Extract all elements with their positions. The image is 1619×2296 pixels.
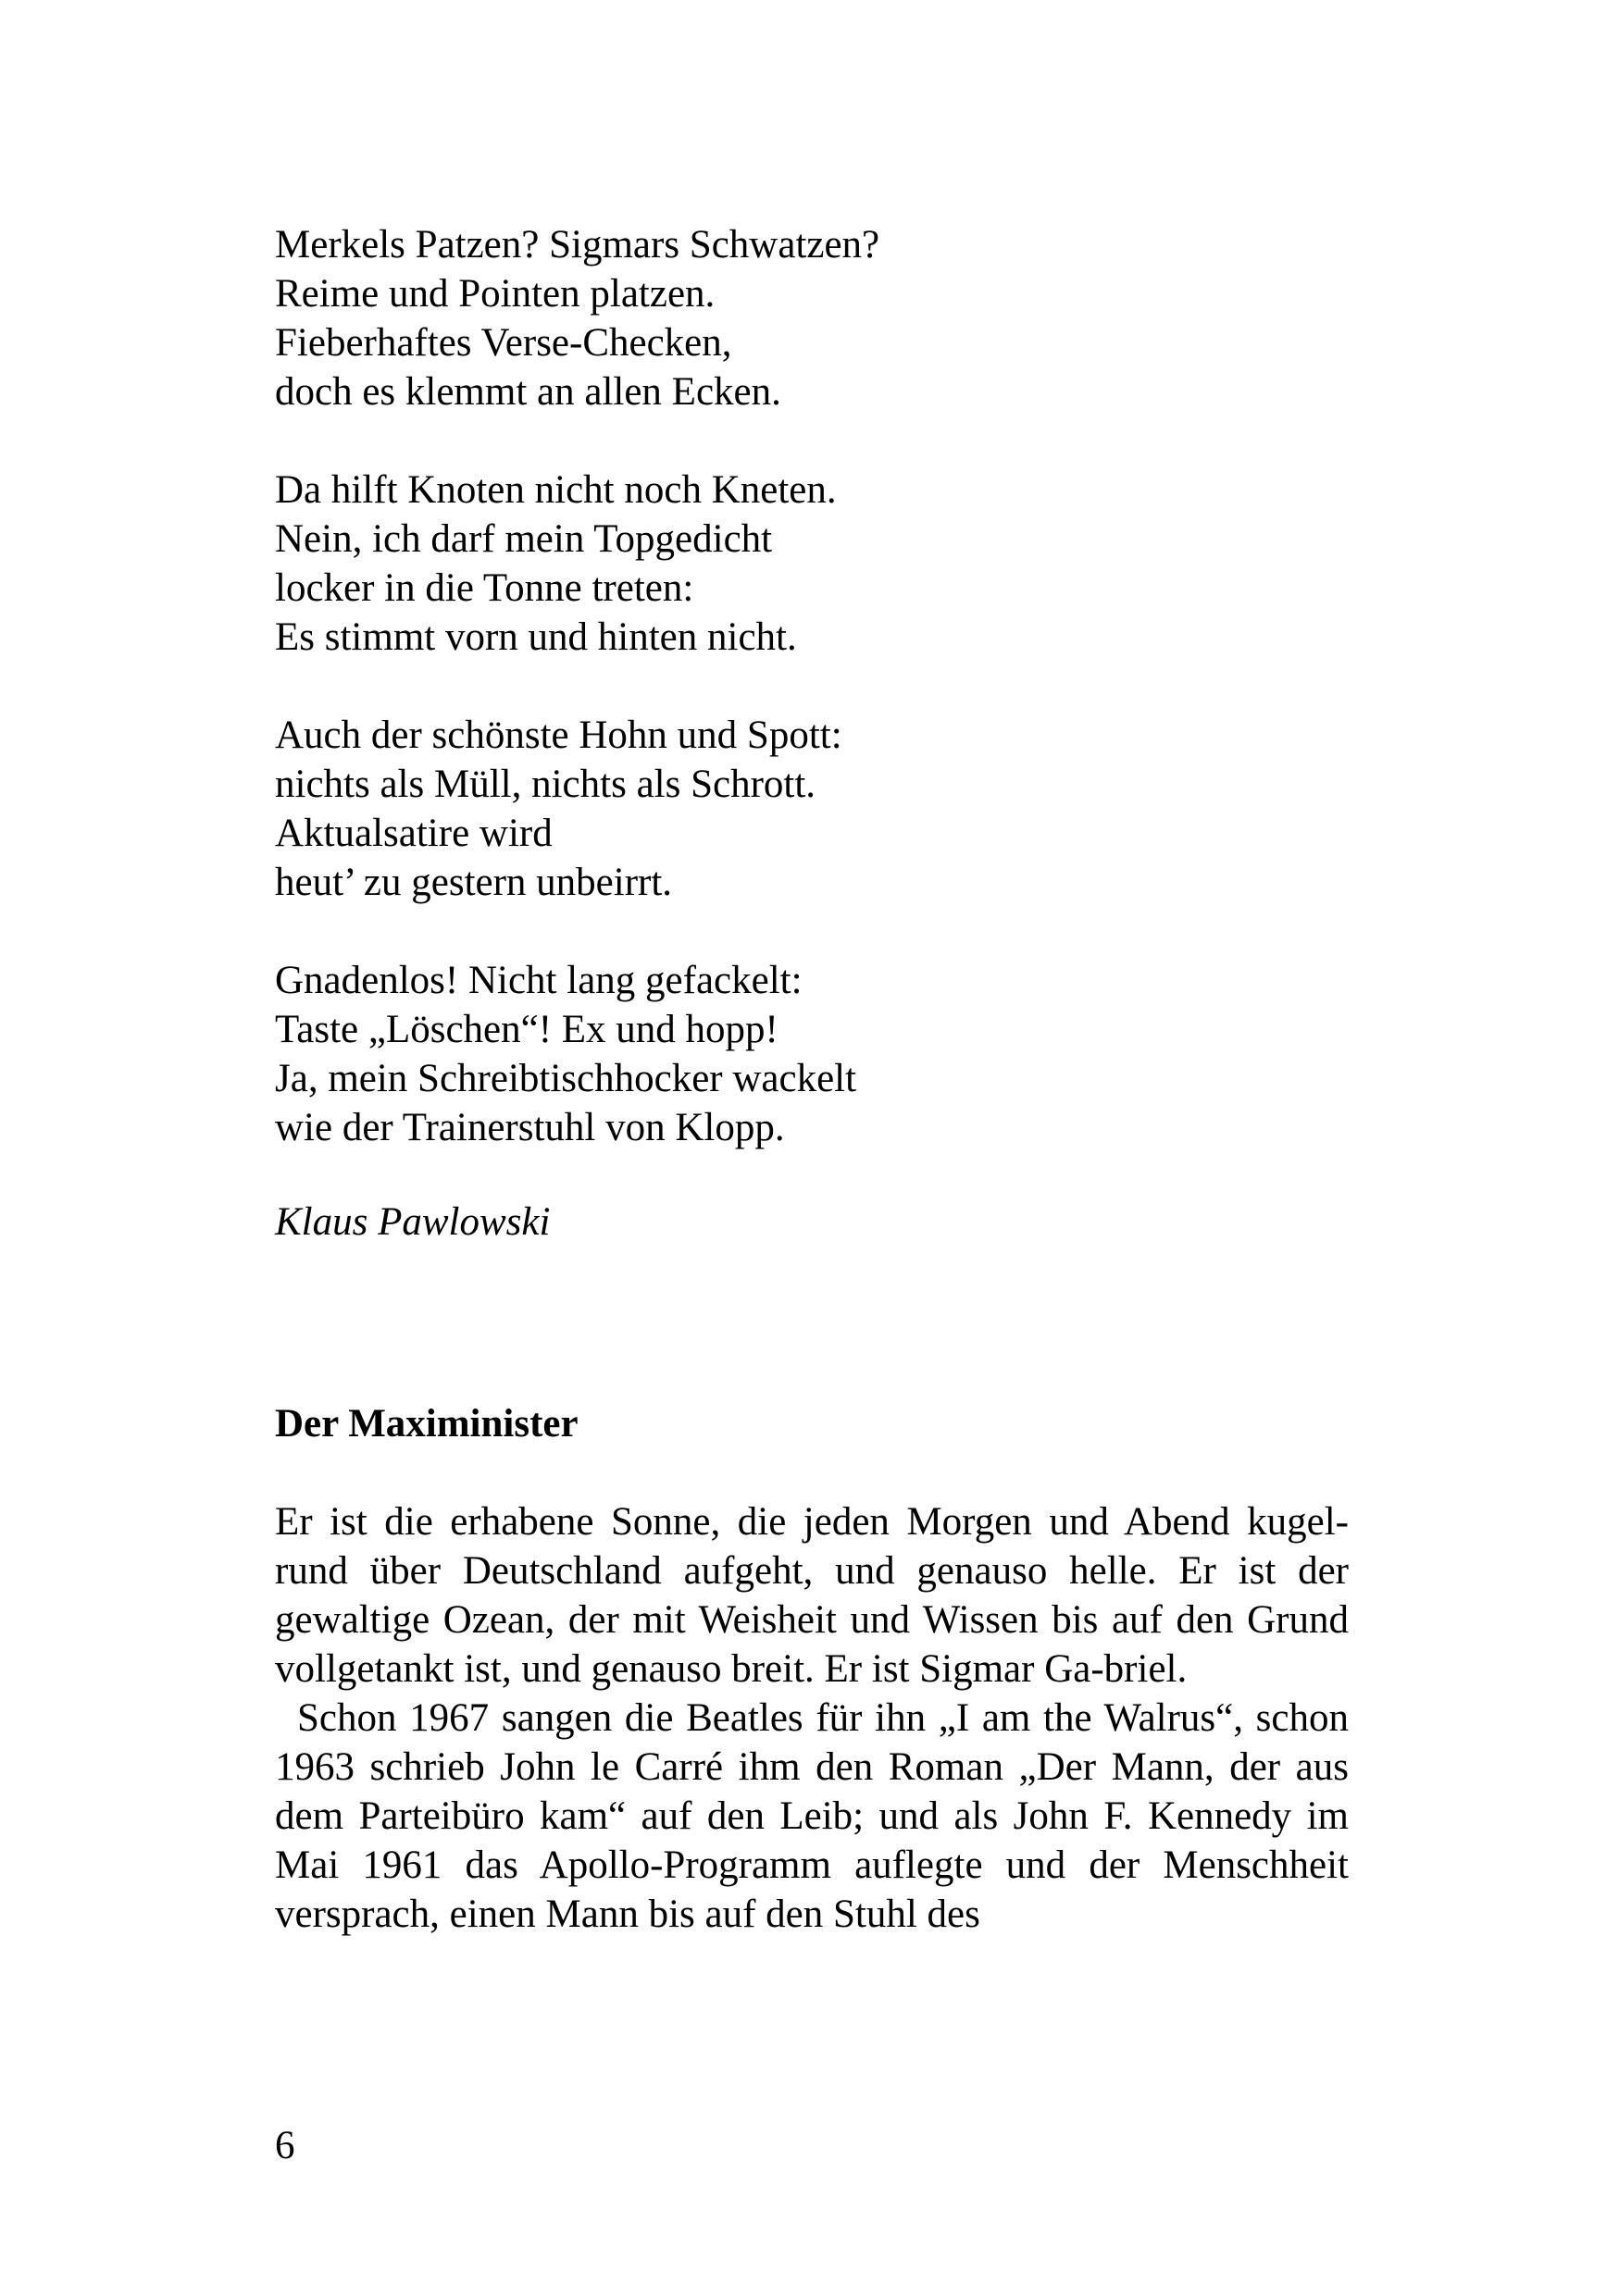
article-paragraph: Er ist die erhabene Sonne, die jeden Morgen und Abend kugel-rund über Deutschland aufgeht, und genauso helle. Er ist der gewaltige Ozean, der mit Weisheit und Wissen bis auf den Grund vollgetankt ist, und genauso breit. Er ist Sigmar Ga-briel. <box>275 1500 1349 1691</box>
poem-author: Klaus Pawlowski <box>275 1200 551 1244</box>
poem-stanza-2 <box>275 465 1386 662</box>
poem-line: locker in die Tonne treten: <box>275 566 694 610</box>
poem-line: Merkels Patzen? Sigmars Schwatzen? <box>275 223 880 267</box>
poem-line: heut’ zu gestern unbeirrt. <box>275 861 673 904</box>
poem-line: Auch der schönste Hohn und Spott: <box>275 714 842 757</box>
poem-line: Taste „Löschen“! Ex und hopp! <box>275 1008 778 1051</box>
article-body <box>275 1497 1349 1939</box>
poem-line: Nein, ich darf mein Topgedicht <box>275 517 773 561</box>
poem-line: Da hilft Knoten nicht noch Kneten. <box>275 468 837 512</box>
article-heading: Der Maximinister <box>275 1402 579 1446</box>
poem-line: Es stimmt vorn und hinten nicht. <box>275 615 797 659</box>
poem-stanza-3 <box>275 711 1386 907</box>
article-paragraph: Schon 1967 sangen die Beatles für ihn „I am the Walrus“, schon 1963 schrieb John le Carré ihm den Roman „Der Mann, der aus dem Parteibüro kam“ auf den Leib; und als John F. Kennedy im Mai 1961 das Apollo-Programm auflegte und der Menschheit versprach, einen Mann bis auf den Stuhl des <box>275 1696 1349 1936</box>
poem-line: Aktualsatire wird <box>275 812 553 855</box>
poem-line: wie der Trainerstuhl von Klopp. <box>275 1106 785 1149</box>
poem-line: Fieberhaftes Verse-Checken, <box>275 321 732 365</box>
poem <box>275 220 1386 1201</box>
poem-line: Gnadenlos! Nicht lang gefackelt: <box>275 959 803 1002</box>
poem-line: nichts als Müll, nichts als Schrott. <box>275 763 816 806</box>
poem-line: doch es klemmt an allen Ecken. <box>275 370 781 414</box>
poem-stanza-4 <box>275 956 1386 1152</box>
poem-line: Ja, mein Schreibtischhocker wackelt <box>275 1057 857 1100</box>
page-number: 6 <box>275 2124 295 2167</box>
poem-line: Reime und Pointen platzen. <box>275 272 716 316</box>
poem-stanza-1 <box>275 220 1386 416</box>
